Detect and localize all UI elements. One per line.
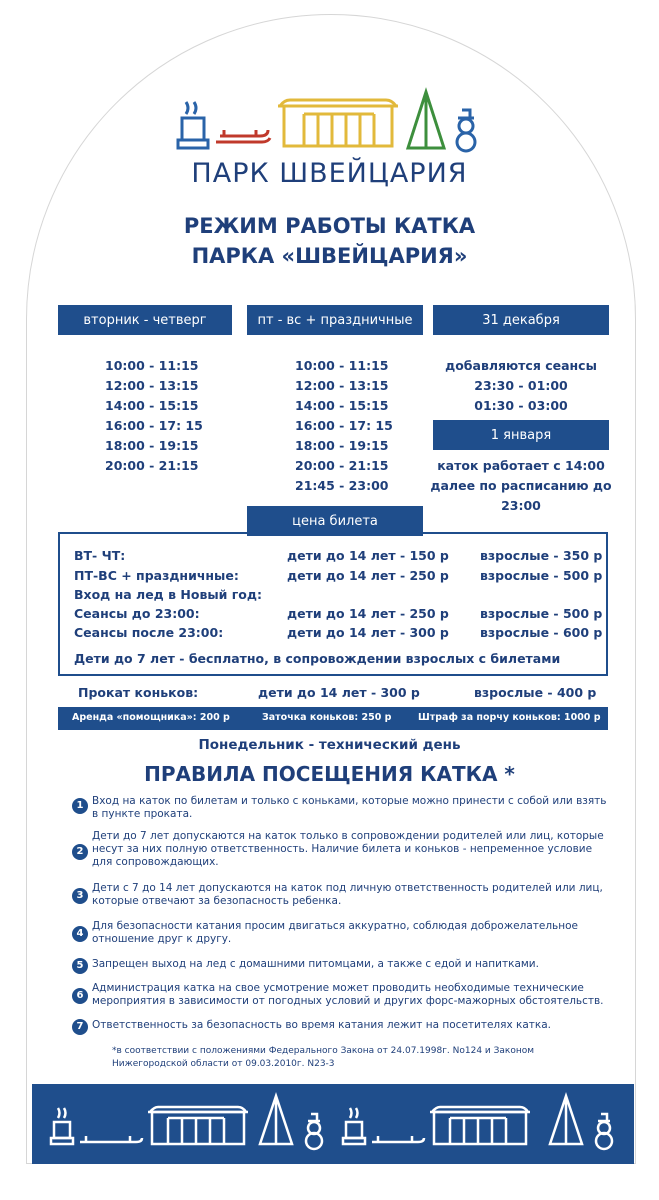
rule-text: Администрация катка на свое усмотрение может проводить необходимые технические мероприятия в зависимости от погодных условий и других форс-мажорных обстоятельств. xyxy=(92,982,604,1007)
rental-kids: дети до 14 лет - 300 р xyxy=(258,685,420,700)
cup-icon xyxy=(343,1108,365,1144)
pavilion-icon xyxy=(430,1107,530,1144)
rule-number: 2 xyxy=(72,844,88,860)
price-label: Сеансы после 23:00: xyxy=(74,625,224,640)
rule-text: Для безопасности катания просим двигаться аккуратно, соблюдая доброжелательное отношение друг к другу. xyxy=(92,920,578,945)
price-kids: дети до 14 лет - 150 р xyxy=(287,548,449,563)
pavilion-icon xyxy=(278,100,398,146)
price-adults: взрослые - 500 р xyxy=(480,606,603,621)
page-title-line1: РЕЖИМ РАБОТЫ КАТКА xyxy=(183,214,476,238)
snowman-icon xyxy=(457,110,475,151)
schedule-col-fri-sun xyxy=(295,356,393,496)
time-slot: 12:00 - 13:15 xyxy=(295,378,389,393)
time-slot: 16:00 - 17: 15 xyxy=(105,418,203,433)
rule-number: 6 xyxy=(72,988,88,1004)
time-slot: 18:00 - 19:15 xyxy=(105,438,199,453)
damage-fine: Штраф за порчу коньков: 1000 р xyxy=(418,712,601,723)
rule-text: Дети до 7 лет допускаются на каток только в сопровождении родителей или лиц, которые несут за них полную ответственность. Наличие билета и коньков - непременное условие для сопровождающих. xyxy=(92,830,604,868)
tree-icon xyxy=(408,92,444,148)
services-strip xyxy=(58,707,608,730)
tree-icon xyxy=(550,1096,582,1144)
rule-number: 4 xyxy=(72,926,88,942)
cup-icon xyxy=(51,1108,73,1144)
price-label: Сеансы до 23:00: xyxy=(74,606,200,621)
price-adults: взрослые - 350 р xyxy=(480,548,603,563)
page-title-line2: ПАРКА «ШВЕЙЦАРИЯ» xyxy=(191,244,468,268)
time-slot: 10:00 - 11:15 xyxy=(295,358,389,373)
time-slot: 18:00 - 19:15 xyxy=(295,438,389,453)
snowman-icon xyxy=(306,1114,322,1149)
rule-number: 1 xyxy=(72,798,88,814)
time-slot: 20:00 - 21:15 xyxy=(295,458,389,473)
legal-footnote: *в соответствии с положениями Федерального Закона от 24.07.1998г. No124 и Законом Нижегородской области от 09.03.2010г. N23-3 xyxy=(112,1046,535,1069)
rule-number: 7 xyxy=(72,1019,88,1035)
cup-icon xyxy=(178,102,208,148)
price-kids: дети до 14 лет - 300 р xyxy=(287,625,449,640)
time-slot: 16:00 - 17: 15 xyxy=(295,418,393,433)
time-slot: 12:00 - 13:15 xyxy=(105,378,199,393)
snowman-icon xyxy=(596,1114,612,1149)
kids-free-note: Дети до 7 лет - бесплатно, в сопровождении взрослых с билетами xyxy=(74,651,561,666)
rental-label: Прокат коньков: xyxy=(78,685,199,700)
helper-rental: Аренда «помощника»: 200 р xyxy=(72,712,230,723)
schedule-header-jan1: 1 января xyxy=(433,420,609,450)
price-adults: взрослые - 600 р xyxy=(480,625,603,640)
park-logo xyxy=(168,86,498,158)
skate-sharpening: Заточка коньков: 250 р xyxy=(262,712,392,723)
sled-icon xyxy=(216,130,270,142)
schedule-col-tue-thu xyxy=(105,356,203,476)
park-name: ПАРК ШВЕЙЦАРИЯ xyxy=(191,158,468,189)
time-slot: 01:30 - 03:00 xyxy=(474,398,568,413)
footer-decoration-icon xyxy=(32,1084,634,1164)
rule-text: Дети с 7 до 14 лет допускаются на каток под личную ответственность родителей или лиц, которые отвечают за безопасность ребенка. xyxy=(92,882,603,907)
schedule-header-tue-thu: вторник - четверг xyxy=(58,305,232,335)
tree-icon xyxy=(260,1096,292,1144)
time-slot: 23:30 - 01:00 xyxy=(474,378,568,393)
rule-number: 5 xyxy=(72,958,88,974)
footer-banner xyxy=(32,1084,634,1164)
rules-title: ПРАВИЛА ПОСЕЩЕНИЯ КАТКА * xyxy=(144,762,515,786)
jan1-note: далее по расписанию до 23:00 xyxy=(430,478,612,513)
price-kids: дети до 14 лет - 250 р xyxy=(287,606,449,621)
time-slot: 10:00 - 11:15 xyxy=(105,358,199,373)
rule-text: Вход на каток по билетам и только с коньками, которые можно принести с собой или взять в пункте проката. xyxy=(92,795,607,820)
pavilion-icon xyxy=(148,1107,248,1144)
time-slot: 14:00 - 15:15 xyxy=(105,398,199,413)
rule-text: Ответственность за безопасность во время катания лежит на посетителях катка. xyxy=(92,1019,552,1031)
schedule-jan1 xyxy=(410,456,632,513)
price-label: ПТ-ВС + праздничные: xyxy=(74,568,239,583)
rule-number: 3 xyxy=(72,888,88,904)
time-slot: 14:00 - 15:15 xyxy=(295,398,389,413)
schedule-header-fri-sun: пт - вс + праздничные xyxy=(247,305,423,335)
schedule-header-dec31: 31 декабря xyxy=(433,305,609,335)
time-slot: 21:45 - 23:00 xyxy=(295,478,389,493)
price-adults: взрослые - 500 р xyxy=(480,568,603,583)
sled-icon xyxy=(372,1136,424,1142)
price-label: ВТ- ЧТ: xyxy=(74,548,126,563)
jan1-note: каток работает с 14:00 xyxy=(437,458,605,473)
time-slot: 20:00 - 21:15 xyxy=(105,458,199,473)
rental-adults: взрослые - 400 р xyxy=(474,685,597,700)
monday-note: Понедельник - технический день xyxy=(198,737,461,753)
price-label: Вход на лед в Новый год: xyxy=(74,587,262,602)
sled-icon xyxy=(80,1136,142,1142)
dec31-note: добавляются сеансы xyxy=(445,358,597,373)
schedule-col-dec31 xyxy=(433,356,609,416)
price-header: цена билета xyxy=(247,506,423,536)
price-kids: дети до 14 лет - 250 р xyxy=(287,568,449,583)
rule-text: Запрещен выход на лед с домашними питомцами, а также с едой и напитками. xyxy=(92,958,539,970)
